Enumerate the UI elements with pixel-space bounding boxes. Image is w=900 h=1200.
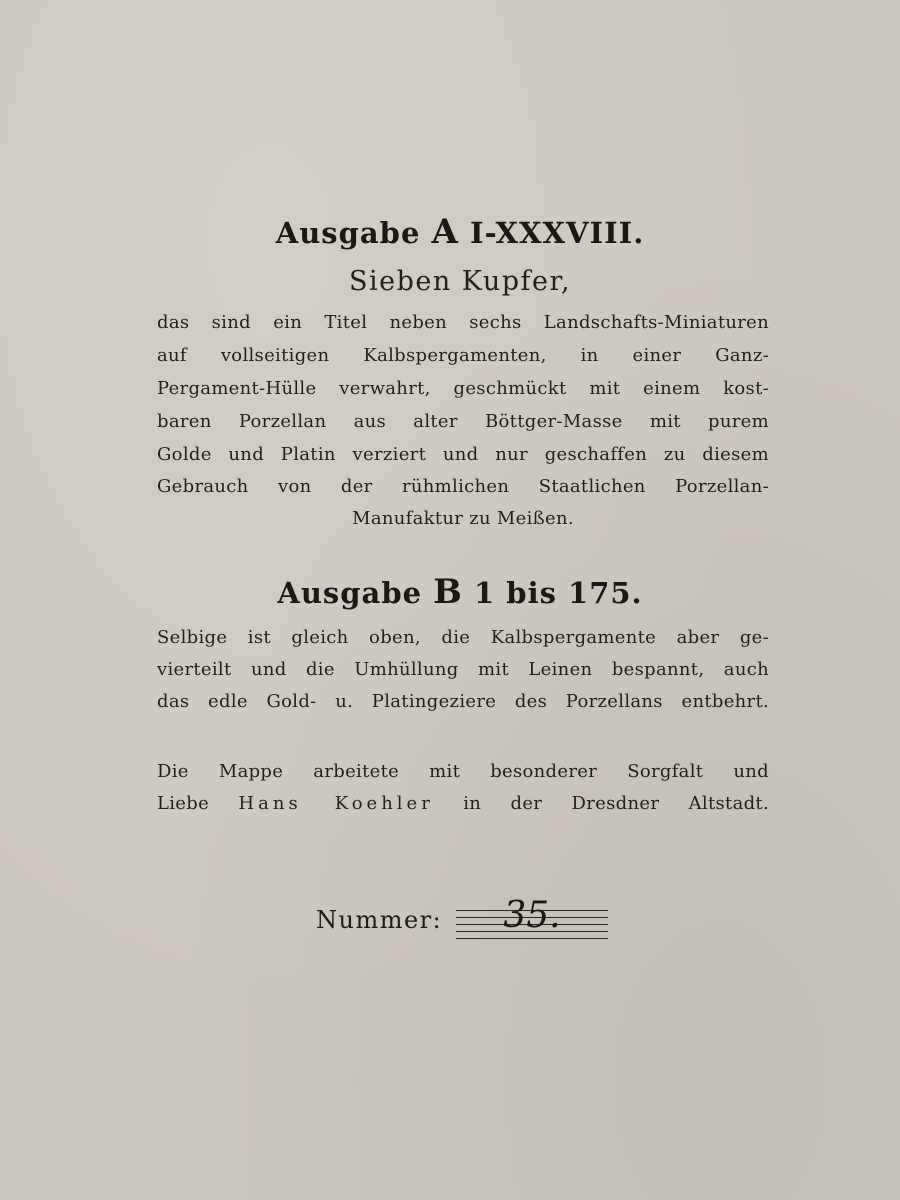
edition-a-subtitle: Sieben Kupfer,: [348, 266, 572, 297]
edition-a-line: baren Porzellan aus alter Böttger-Masse mit purem: [157, 411, 769, 432]
edition-b-line: vierteilt und die Umhüllung mit Leinen bespannt, auch: [157, 659, 769, 680]
handwritten-number: 35.: [503, 895, 561, 936]
number-field: [456, 896, 608, 946]
edition-b-line: Selbige ist gleich oben, die Kalbspergamente aber ge-: [157, 627, 769, 648]
binder-name: Hans Koehler: [238, 793, 434, 814]
binder-note-suffix: in der Dresdner Altstadt.: [463, 793, 769, 814]
edition-a-word: Ausgabe: [275, 216, 421, 250]
edition-a-letter: A: [431, 212, 459, 252]
number-rule: [456, 938, 608, 939]
edition-b-heading: [150, 572, 770, 612]
edition-b-range: 1 bis 175.: [474, 576, 643, 610]
binder-note-prefix: Liebe: [157, 793, 210, 814]
edition-b-line: das edle Gold- u. Platingeziere des Porzellans entbehrt.: [157, 691, 769, 712]
edition-a-line: Golde und Platin verziert und nur geschaffen zu diesem: [157, 444, 769, 465]
binder-note-line-2: [157, 793, 769, 814]
edition-b-letter: B: [433, 572, 463, 612]
edition-a-heading: [150, 212, 770, 252]
edition-a-line: Manufaktur zu Meißen.: [352, 508, 574, 529]
number-label: Nummer:: [316, 906, 443, 934]
edition-b-word: Ausgabe: [277, 576, 423, 610]
binder-note-line-1: Die Mappe arbeitete mit besonderer Sorgfalt und: [157, 761, 769, 782]
edition-a-line: das sind ein Titel neben sechs Landschafts-Miniaturen: [157, 312, 769, 333]
edition-a-line: Gebrauch von der rühmlichen Staatlichen Porzellan-: [157, 476, 769, 497]
edition-a-range: I-XXXVIII.: [470, 216, 645, 250]
edition-a-line: Pergament-Hülle verwahrt, geschmückt mit einem kost-: [157, 378, 769, 399]
edition-a-line: auf vollseitigen Kalbspergamenten, in einer Ganz-: [157, 345, 769, 366]
